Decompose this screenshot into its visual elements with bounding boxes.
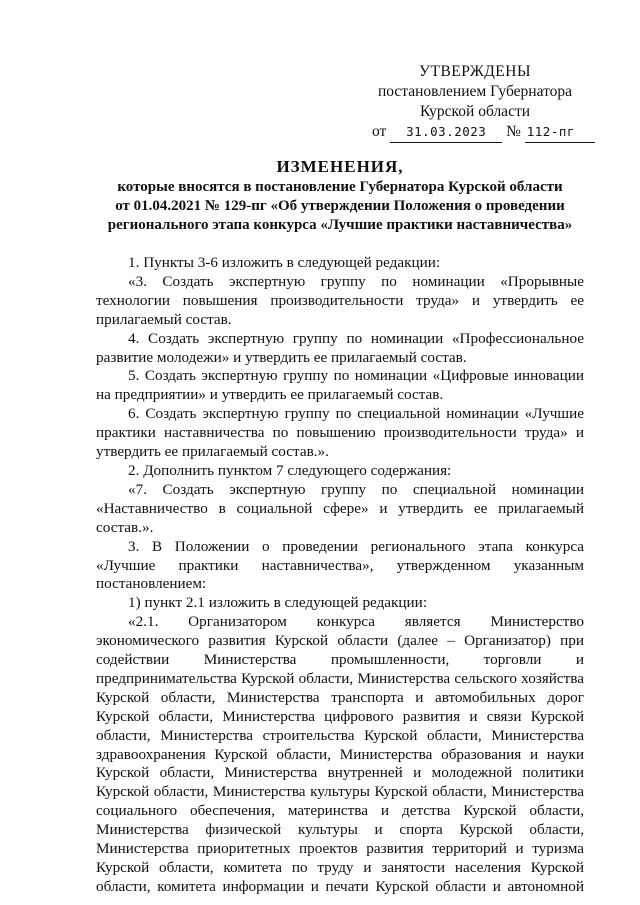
title-sub-1: которые вносятся в постановление Губернатора Курской области <box>117 179 563 195</box>
paragraph-item-6: 6. Создать экспертную группу по специальной номинации «Лучшие практики наставничества по повышению производительности труда» и утвердить ее прилагаемый состав.». <box>96 405 584 461</box>
paragraph-item-section-3: 3. В Положении о проведении регионального этапа конкурса «Лучшие практики наставничества», утвержденном указанным постановлением: <box>96 537 584 593</box>
paragraph-item-5: 5. Создать экспертную группу по номинации «Цифровые инновации на предприятии» и утвердить ее прилагаемый состав. <box>96 367 584 404</box>
paragraph-item-subpoint-1: 1) пункт 2.1 изложить в следующей редакции: <box>128 594 428 612</box>
approval-date-line <box>360 122 590 143</box>
paragraph-item-2: 2. Дополнить пунктом 7 следующего содержания: <box>128 461 452 479</box>
number-prefix: № <box>506 123 521 140</box>
title-sub-3: регионального этапа конкурса «Лучшие практики наставничества» <box>107 217 573 233</box>
approval-stamp-block <box>360 62 590 143</box>
paragraph-item-7: «7. Создать экспертную группу по специальной номинации «Наставничество в социальной сфере» и утвердить ее прилагаемый состав.». <box>96 480 584 536</box>
decree-date: 31.03.2023 <box>390 122 502 143</box>
title-sub-2: от 01.04.2021 № 129-пг «Об утверждении Положения о проведении <box>115 198 565 214</box>
approval-heading: УТВЕРЖДЕНЫ <box>419 63 531 80</box>
decree-number: 112-пг <box>525 122 595 143</box>
approval-line-2: Курской области <box>419 103 531 120</box>
paragraph-item-1: 1. Пункты 3-6 изложить в следующей редакции: <box>128 254 441 271</box>
paragraph-item-3: «3. Создать экспертную группу по номинации «Прорывные технологии повышения производительности труда» и утвердить ее прилагаемый состав. <box>96 272 584 328</box>
title-main: ИЗМЕНЕНИЯ, <box>276 157 404 176</box>
approval-line-1: постановлением Губернатора <box>377 83 573 100</box>
date-prefix: от <box>372 123 387 140</box>
paragraph-item-4: 4. Создать экспертную группу по номинации «Профессиональное развитие молодежи» и утвердить ее прилагаемый состав. <box>96 329 584 366</box>
document-title <box>90 157 590 235</box>
document-body <box>96 254 584 897</box>
paragraph-item-2-1: «2.1. Организатором конкурса является Министерство экономического развития Курской области (далее – Организатор) при содействии Министерства промышленности, торговли и предпринимательства Курской области, Министерства сельского хозяйства Курской области, Министерства транспорта и автомобильных дорог Курской области, Министерства цифрового развития и связи Курской области, Министерства строительства Курской области, Министерства здравоохранения Курской области, Министерства образования и науки Курской области, Министерства внутренней и молодежной политики Курской области, Министерства культуры Курской области, Министерства социального обеспечения, материнства и детства Курской области, Министерства физической культуры и спорта Курской области, Министерства приоритетных проектов развития территорий и туризма Курской области, комитета по труду и занятости населения Курской области, комитета информации и печати Курской области и автономной <box>96 613 584 895</box>
